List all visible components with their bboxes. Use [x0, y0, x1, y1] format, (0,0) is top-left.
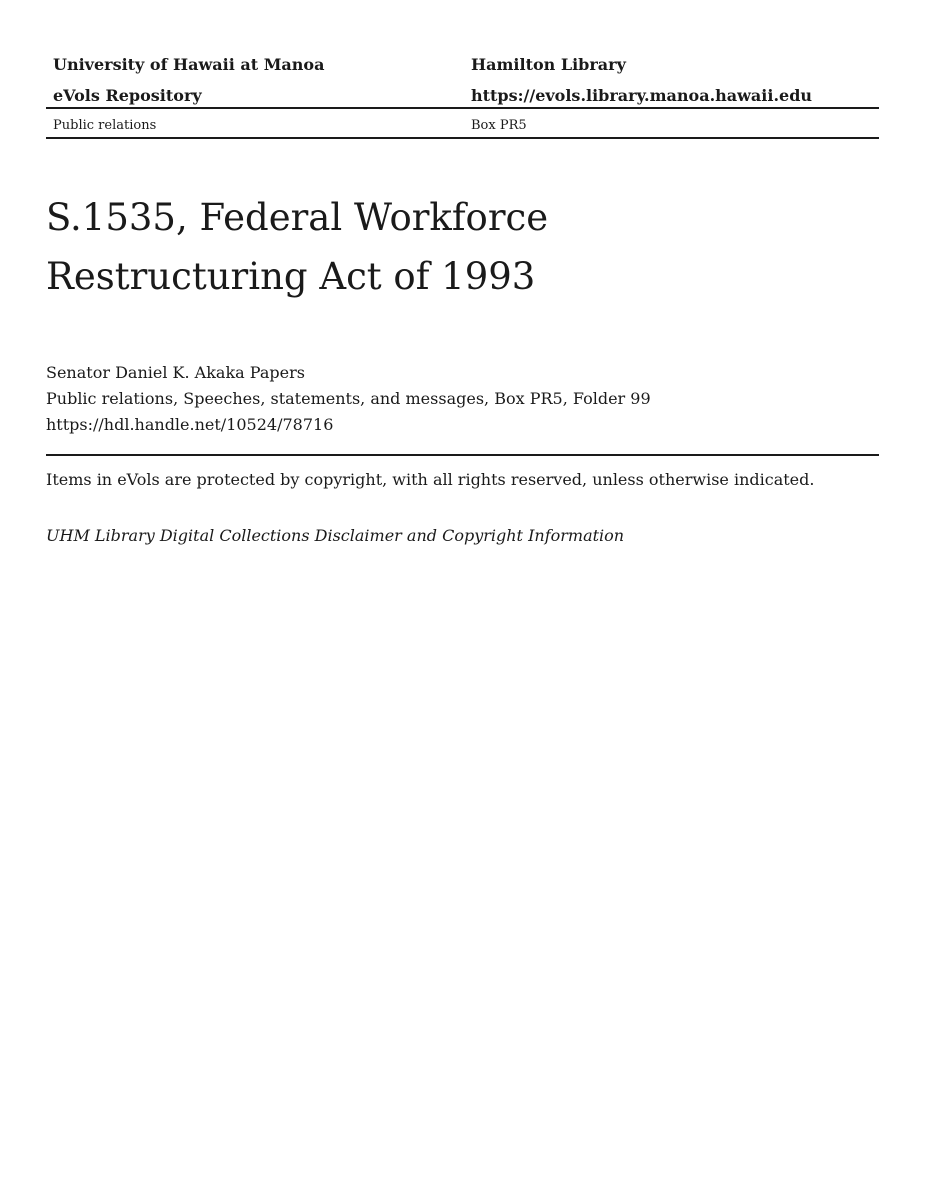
- document-title: [46, 188, 879, 306]
- library-name: Hamilton Library: [471, 55, 626, 74]
- copyright-notice: Items in eVols are protected by copyright, with all rights reserved, unless otherwise indicated.: [46, 470, 815, 489]
- box-label: Box PR5: [471, 118, 527, 133]
- institution-name: University of Hawaii at Manoa: [53, 55, 325, 74]
- series-name: Public relations: [53, 118, 157, 133]
- header-divider-top: [46, 107, 879, 109]
- repository-url[interactable]: https://evols.library.manoa.hawaii.edu: [471, 86, 813, 105]
- collection-name: Senator Daniel K. Akaka Papers: [46, 363, 305, 382]
- document-metadata: [46, 360, 879, 438]
- handle-link[interactable]: https://hdl.handle.net/10524/78716: [46, 415, 334, 434]
- disclaimer-link[interactable]: UHM Library Digital Collections Disclaimer and Copyright Information: [46, 526, 625, 545]
- folder-location: Public relations, Speeches, statements, and messages, Box PR5, Folder 99: [46, 389, 651, 408]
- header-row-2: [46, 85, 886, 107]
- header-divider-bottom: [46, 137, 879, 139]
- header-row-1: [46, 54, 886, 76]
- title-line-1: S.1535, Federal Workforce: [46, 196, 549, 239]
- header-row-3: [46, 117, 886, 135]
- repository-name: eVols Repository: [53, 86, 202, 105]
- metadata-divider: [46, 454, 879, 456]
- title-line-2: Restructuring Act of 1993: [46, 255, 536, 298]
